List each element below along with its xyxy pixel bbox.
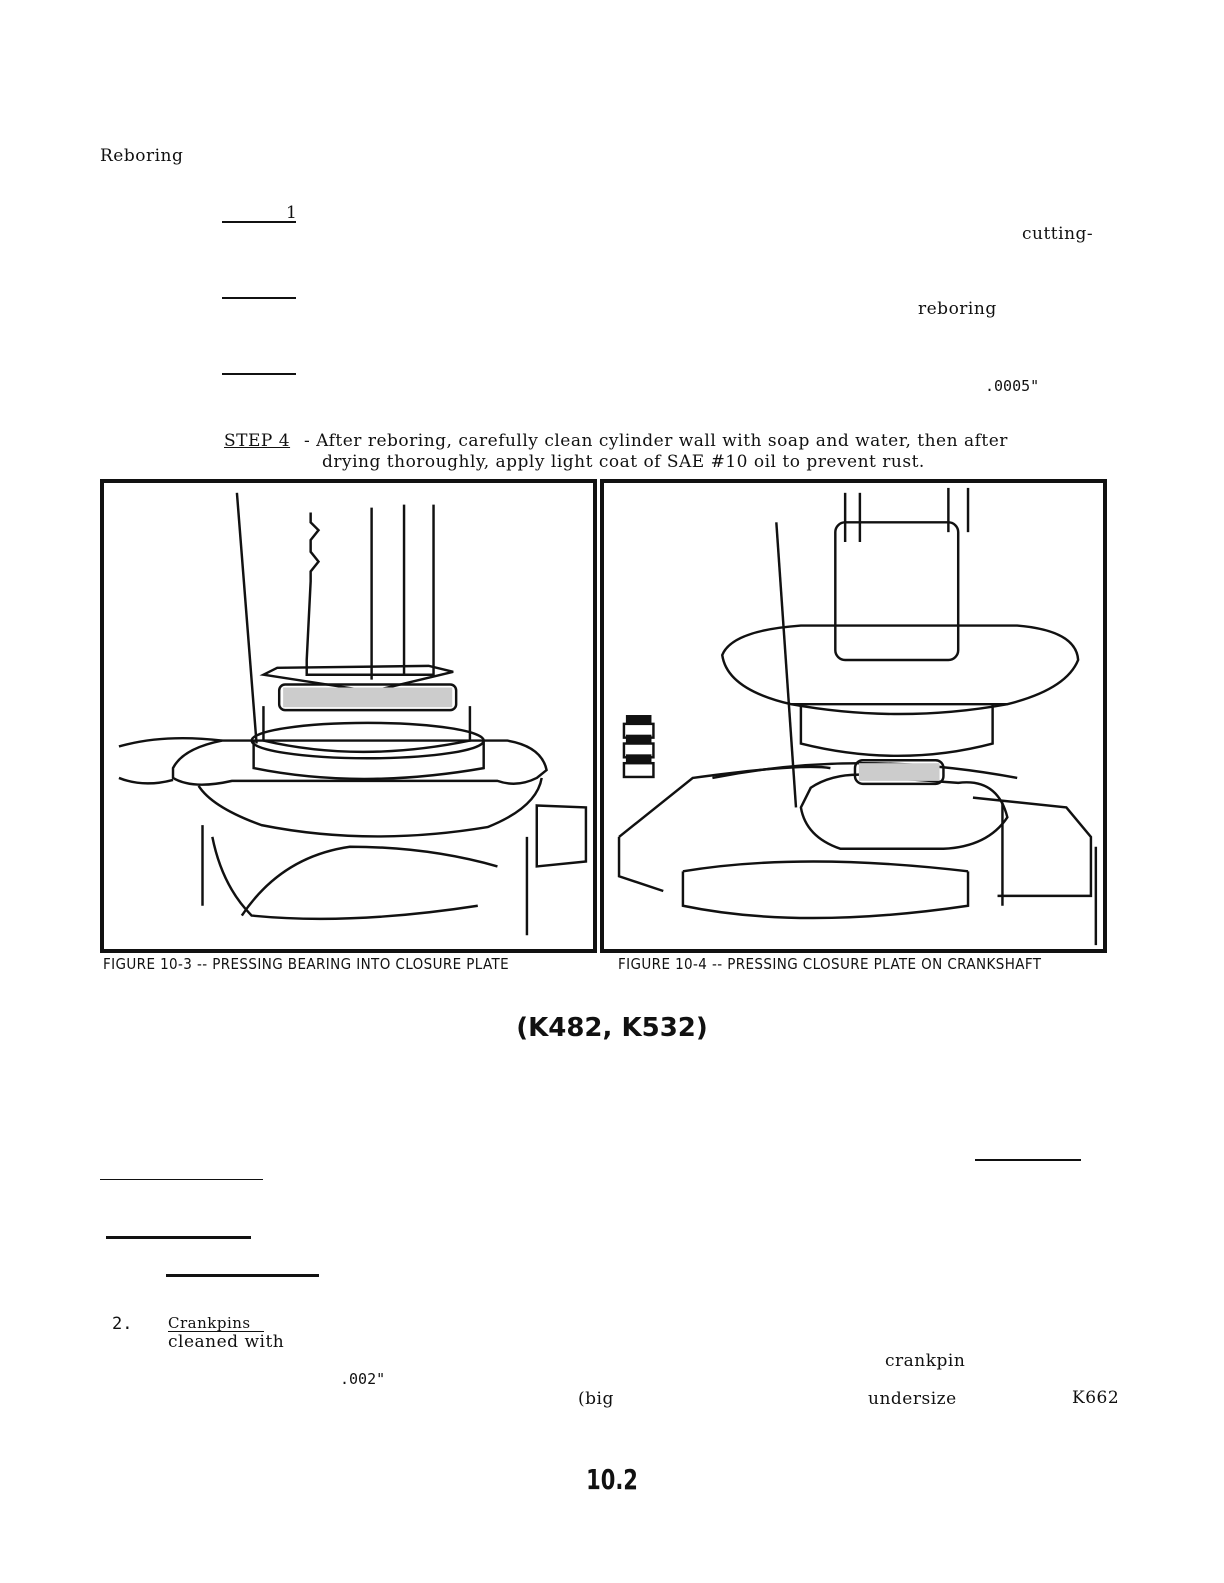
step-3-fragment: .0005" — [985, 377, 1040, 395]
page-number: 10.2 — [586, 1463, 638, 1496]
model-heading: (K482, K532) — [516, 1013, 708, 1043]
closure-plate-press-illustration — [604, 483, 1103, 949]
crankpins-line-1: Crankpins — [168, 1314, 251, 1332]
step-1-fragment: cutting- — [1022, 224, 1094, 244]
underline-left-2 — [106, 1236, 251, 1239]
figure-10-4-image — [600, 479, 1107, 953]
underline-right — [975, 1159, 1081, 1161]
big-fragment: (big — [578, 1389, 614, 1409]
step-4-text-line1: - After reboring, carefully clean cylinder wall with soap and water, then after — [304, 431, 1008, 451]
step-1-underline — [222, 221, 296, 223]
figure-10-3-caption: FIGURE 10-3 -- PRESSING BEARING INTO CLOSURE PLATE — [103, 955, 510, 973]
underline-left-3 — [166, 1274, 319, 1277]
model-k662-fragment: K662 — [1072, 1388, 1120, 1408]
section-heading: Reboring — [100, 146, 184, 166]
crankpins-line-2: cleaned with — [168, 1332, 285, 1352]
step-2-fragment: reboring — [918, 299, 997, 319]
step-3-underline — [222, 373, 296, 375]
clearance-fragment: .002" — [340, 1370, 386, 1388]
step-2-underline — [222, 297, 296, 299]
step-4-text-line2: drying thoroughly, apply light coat of SAE #10 oil to prevent rust. — [322, 452, 925, 472]
crankpins-item-number: 2. — [112, 1314, 133, 1334]
figure-10-4-caption: FIGURE 10-4 -- PRESSING CLOSURE PLATE ON CRANKSHAFT — [618, 955, 1042, 973]
bearing-press-illustration — [104, 483, 593, 949]
figure-10-3-image — [100, 479, 597, 953]
undersize-fragment: undersize — [868, 1389, 957, 1409]
underline-left-1 — [100, 1179, 263, 1180]
step-4-label: STEP 4 — [224, 431, 291, 451]
crankpin-fragment: crankpin — [885, 1351, 966, 1371]
step-1-number: 1 — [286, 203, 298, 223]
